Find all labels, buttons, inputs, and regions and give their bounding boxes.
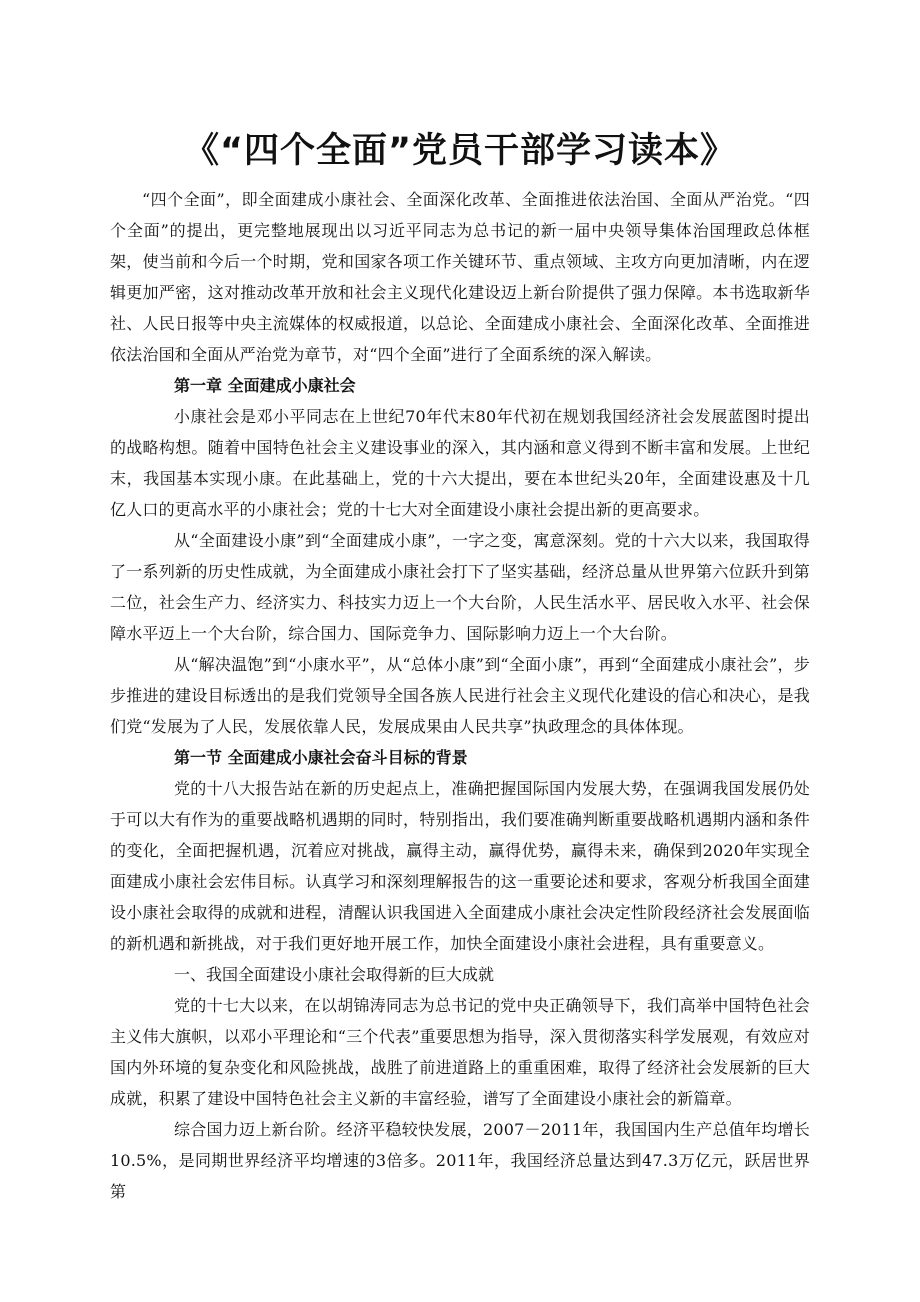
document-title: 《“四个全面”党员干部学习读本》 bbox=[183, 131, 736, 171]
chapter-heading: 第一章 全面建成小康社会 bbox=[174, 376, 356, 395]
chapter-paragraph-2: 从“全面建设小康”到“全面建成小康”，一字之变，寓意深刻。党的十六大以来，我国取得了一系列新的历史性成就，为全面建成小康社会打下了坚实基础，经济总量从世界第六位跃升到第二位，社会生产力、经济实力、科技实力迈上一个大台阶，人民生活水平、居民收入水平、社会保障水平迈上一个大台阶，综合国力、国际竞争力、国际影响力迈上一个大台阶。 bbox=[110, 531, 810, 643]
subsection-paragraph-1: 党的十七大以来，在以胡锦涛同志为总书记的党中央正确领导下，我们高举中国特色社会主义伟大旗帜，以邓小平理论和“三个代表”重要思想为指导，深入贯彻落实科学发展观，有效应对国内外环境的复杂变化和风险挑战，战胜了前进道路上的重重困难，取得了经济社会发展新的巨大成就，积累了建设中国特色社会主义新的丰富经验，谱写了全面建设小康社会的新篇章。 bbox=[110, 996, 810, 1108]
chapter-paragraph-3: 从“解决温饱”到“小康水平”，从“总体小康”到“全面小康”，再到“全面建成小康社会”，步步推进的建设目标透出的是我们党领导全国各族人民进行社会主义现代化建设的信心和决心，是我们党“发展为了人民，发展依靠人民，发展成果由人民共享”执政理念的具体体现。 bbox=[110, 655, 810, 736]
section-heading: 第一节 全面建成小康社会奋斗目标的背景 bbox=[174, 748, 468, 767]
chapter-paragraph-1: 小康社会是邓小平同志在上世纪70年代末80年代初在规划我国经济社会发展蓝图时提出的战略构想。随着中国特色社会主义建设事业的深入，其内涵和意义得到不断丰富和发展。上世纪末，我国基本实现小康。在此基础上，党的十六大提出，要在本世纪头20年，全面建设惠及十几亿人口的更高水平的小康社会；党的十七大对全面建设小康社会提出新的更高要求。 bbox=[110, 407, 810, 519]
document-page bbox=[110, 126, 810, 1207]
subsection-paragraph-2: 综合国力迈上新台阶。经济平稳较快发展，2007－2011年，我国国内生产总值年均增长10.5%，是同期世界经济平均增速的3倍多。2011年，我国经济总量达到47.3万亿元，跃居世界第 bbox=[110, 1120, 810, 1201]
section-paragraph-1: 党的十八大报告站在新的历史起点上，准确把握国际国内发展大势，在强调我国发展仍处于可以大有作为的重要战略机遇期的同时，特别指出，我们要准确判断重要战略机遇期内涵和条件的变化，全面把握机遇，沉着应对挑战，赢得主动，赢得优势，赢得未来，确保到2020年实现全面建成小康社会宏伟目标。认真学习和深刻理解报告的这一重要论述和要求，客观分析我国全面建设小康社会取得的成就和进程，清醒认识我国进入全面建成小康社会决定性阶段经济社会发展面临的新机遇和新挑战，对于我们更好地开展工作，加快全面建设小康社会进程，具有重要意义。 bbox=[110, 779, 810, 953]
subsection-heading: 一、我国全面建设小康社会取得新的巨大成就 bbox=[174, 965, 495, 984]
intro-paragraph: “四个全面”，即全面建成小康社会、全面深化改革、全面推进依法治国、全面从严治党。“四个全面”的提出，更完整地展现出以习近平同志为总书记的新一届中央领导集体治国理政总体框架，使当前和今后一个时期，党和国家各项工作关键环节、重点领域、主攻方向更加清晰，内在逻辑更加严密，这对推动改革开放和社会主义现代化建设迈上新台阶提供了强力保障。本书选取新华社、人民日报等中央主流媒体的权威报道，以总论、全面建成小康社会、全面深化改革、全面推进依法治国和全面从严治党为章节，对“四个全面”进行了全面系统的深入解读。 bbox=[110, 190, 810, 364]
